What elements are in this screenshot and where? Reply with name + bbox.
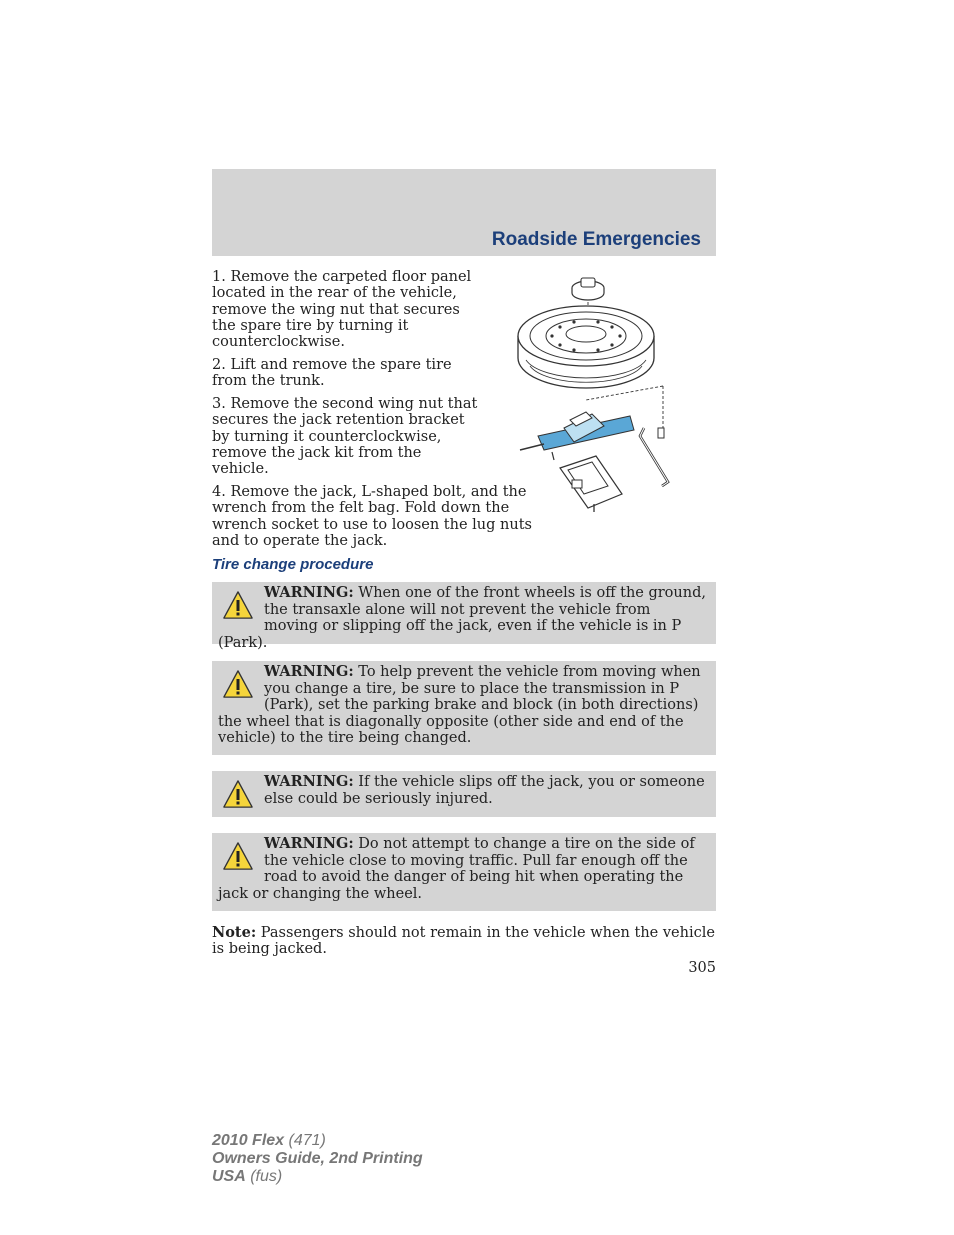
warning-label: WARNING: (264, 663, 354, 680)
warning-triangle-icon (222, 669, 254, 699)
footer-model-code: (471) (284, 1132, 326, 1149)
warning-triangle-icon (222, 590, 254, 620)
document-footer (212, 1132, 423, 1186)
warning-label: WARNING: (264, 584, 354, 601)
wing-nut-icon (572, 278, 604, 300)
note-text: Passengers should not remain in the vehicle when the vehicle is being jacked. (212, 925, 715, 958)
warning-box (212, 582, 716, 651)
section-header (212, 169, 716, 256)
warning-text: When one of the front wheels is off the ground, the transaxle alone will not prevent the vehicle from moving or slipping off the jack, even if the vehicle is in P (Park). (218, 585, 706, 651)
step-3: 3. Remove the second wing nut that secures the jack retention bracket by turning it counterclockwise, remove the jack kit from the vehicle. (212, 396, 478, 478)
warning-box (212, 771, 716, 817)
note-label: Note: (212, 924, 257, 941)
warning-triangle-icon (222, 841, 254, 871)
warning-label: WARNING: (264, 773, 354, 790)
subheading-tire-change-procedure: Tire change procedure (212, 556, 374, 573)
warning-box (212, 833, 716, 911)
page-number: 305 (688, 960, 716, 976)
retention-bracket-icon (560, 456, 622, 512)
jack-icon (520, 412, 634, 460)
warning-text: To help prevent the vehicle from moving when you change a tire, be sure to place the transmission in P (Park), set the parking brake and block (in both directions) the wheel that is diagonally opposite (other side and end of the vehicle) to the tire being changed. (218, 664, 701, 746)
step-2: 2. Lift and remove the spare tire from the trunk. (212, 357, 452, 390)
section-title: Roadside Emergencies (491, 229, 701, 250)
step-4: 4. Remove the jack, L-shaped bolt, and the wrench from the felt bag. Fold down the wrench socket to use to loosen the lug nuts and to operate the jack. (212, 484, 532, 549)
step-1: 1. Remove the carpeted floor panel located in the rear of the vehicle, remove the wing nut that secures the spare tire by turning it counterclockwise. (212, 269, 472, 351)
warning-text: Do not attempt to change a tire on the side of the vehicle close to moving traffic. Pull far enough off the road to avoid the danger of being hit when operating the jack or changing the wheel. (218, 836, 695, 902)
footer-region-code: (fus) (245, 1168, 283, 1185)
spare-tire-jack-illustration (508, 268, 718, 523)
spare-tire-icon (518, 306, 654, 388)
note-paragraph (212, 925, 716, 958)
warning-text: If the vehicle slips off the jack, you or someone else could be seriously injured. (264, 774, 705, 807)
warning-box (212, 661, 716, 755)
warning-triangle-icon (222, 779, 254, 809)
footer-edition: Owners Guide, 2nd Printing (212, 1150, 423, 1167)
l-shaped-bolt-icon (640, 428, 668, 486)
footer-model: 2010 Flex (212, 1132, 285, 1149)
footer-region: USA (212, 1168, 246, 1185)
warning-label: WARNING: (264, 835, 354, 852)
